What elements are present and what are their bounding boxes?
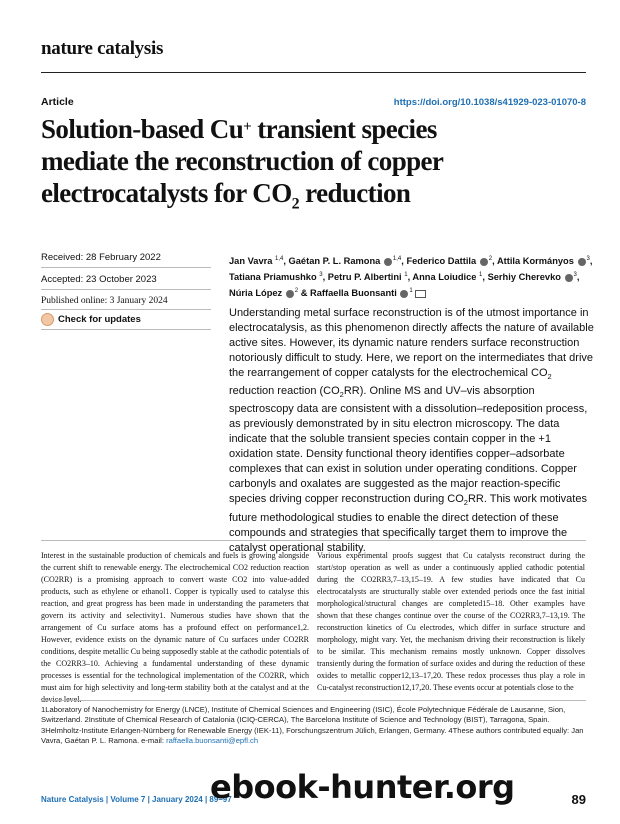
author-affiliation-sup: 3 <box>586 256 590 262</box>
author-affiliation-sup: 1,4 <box>392 256 402 262</box>
author-affiliation-sup: 2 <box>294 288 299 295</box>
orcid-icon[interactable] <box>286 290 294 298</box>
check-updates-label: Check for updates <box>58 314 141 325</box>
affiliations <box>41 705 591 746</box>
author[interactable] <box>229 256 283 266</box>
doi-link[interactable]: https://doi.org/10.1038/s41929-023-01070-8 <box>393 97 586 108</box>
meta-divider <box>41 329 211 330</box>
author-name: Federico Dattila <box>406 256 479 267</box>
author-affiliation-sup: 3 <box>319 272 323 279</box>
footer-citation: Nature Catalysis | Volume 7 | January 2024 | 89–97 <box>41 795 232 804</box>
affiliations-text: 1Laboratory of Nanochemistry for Energy (LNCE), Institute of Chemical Sciences and Engineering (ISIC), École Polytechnique Fédérale de Lausanne, Sion, Switzerland. 2Institute of Chemical Research of Catalonia (ICIQ-CERCA), The Barcelona Institute of Science and Technology (BIST), Tarragona, Spain. 3Helmholtz-Institute Erlangen-Nürnberg for Renewable Energy (IEK-11), Forschungszentrum Jülich, Erlangen, Germany. 4These authors contributed equally: Jan Vavra, Gaétan P. L. Ramona. e-mail: <box>41 705 584 745</box>
journal-logo: nature catalysis <box>41 38 164 59</box>
author-affiliation-sup: 1 <box>409 288 413 295</box>
check-updates-icon <box>41 313 54 326</box>
meta-divider <box>41 289 211 290</box>
body-column-left: Interest in the sustainable production of chemicals and fuels is growing alongside the current shift to renewable energy. The electrochemical CO2 reduction reaction (CO2RR) is a promising approach to convert waste CO2 into value-added products, such as ethylene or ethanol1. Copper is typically used to catalyse this reaction, and great progress has been made in understanding the parameters that govern its activity and selectivity1. Numerous studies have shown that the arrangement of Cu surface atoms has a profound effect on performance1,2. However, evidence exists on the dynamic nature of Cu surfaces under CO2RR conditions, despite metallic Cu being supposedly stable at the cathodic potentials of the CO2RR3–10. Achieving a fundamental understanding of these dynamic processes is essential for the technological implementation of the CO2RR, which must aim for high selectivity and long-term stability both at the catalyst and at the <box>41 551 309 692</box>
abstract-text-4: RR. This work motivates future methodological studies to enable the direct detection of these compounds and strategies that specifically target them to improve the catalyst operational stability. <box>229 493 587 554</box>
author-name: Núria López <box>229 288 285 299</box>
orcid-icon[interactable] <box>400 290 408 298</box>
orcid-icon[interactable] <box>565 274 573 282</box>
section-divider <box>41 540 586 541</box>
abstract-sub-3: 2 <box>463 498 468 508</box>
meta-divider <box>41 267 211 268</box>
paper-title <box>41 113 601 220</box>
orcid-icon[interactable] <box>384 258 392 266</box>
author[interactable] <box>497 256 590 266</box>
abstract-sub-1: 2 <box>547 372 552 382</box>
author[interactable] <box>488 272 577 282</box>
title-line1-sup: + <box>243 119 252 135</box>
author-affiliation-sup: 1 <box>479 272 483 279</box>
watermark: ebook-hunter.org <box>210 768 515 806</box>
author[interactable] <box>406 256 492 266</box>
title-line3-sub: 2 <box>291 195 300 213</box>
author[interactable] <box>229 288 298 298</box>
author-affiliation-sup: 1 <box>404 272 408 279</box>
author[interactable] <box>289 256 402 266</box>
corresponding-email-link[interactable]: raffaella.buonsanti@epfl.ch <box>166 735 259 745</box>
author[interactable] <box>412 272 482 282</box>
author-name: Petru P. Albertini <box>327 272 405 283</box>
affiliations-divider <box>41 700 586 701</box>
author-affiliation-sup: 1,4 <box>275 256 284 262</box>
author-name: Jan Vavra <box>229 256 276 267</box>
body-column-right: Various experimental proofs suggest that Cu catalysts reconstruct during the start/stop operation as well as under a continuously applied cathodic potential during the CO2RR3,7–13,15–19. A few studies have indicated that Cu electrocatalysts are structurally stable over extended periods once the fast initial morphological/structural changes are completed15–18. Other examples have shown that these changes continue over the course of the CO2RR3,7–13,19. The reconstruction kinetics of Cu electrodes, which differ in surface structure and morphology, might vary. Yet, the mechanism driving their reconstruction is likely to be similar. This mechanism remains mostly unknown. Copper dissolves transiently during the formation of surface oxides and during the reduction of these oxides to metallic copper12,13–17,20. These redox processes thus play a role in Cu-catalyst reconstruction12,17,20. These events occur at potentials close to the <box>317 551 585 692</box>
author-name: Gaétan P. L. Ramona <box>288 256 383 267</box>
orcid-icon[interactable] <box>578 258 586 266</box>
published-date: Published online: 3 January 2024 <box>41 296 168 306</box>
author-affiliation-sup: 3 <box>573 272 577 279</box>
author-affiliation-sup: 2 <box>488 256 493 262</box>
author[interactable] <box>229 272 323 282</box>
abstract-sub-2: 2 <box>339 390 344 400</box>
accepted-date: Accepted: 23 October 2023 <box>41 274 157 285</box>
author-name: Tatiana Priamushko <box>229 272 320 283</box>
author-prefix: & <box>300 288 311 299</box>
author[interactable] <box>301 288 426 298</box>
abstract <box>229 306 594 556</box>
title-line2: mediate the reconstruction of copper <box>41 146 444 176</box>
author-name: Serhiy Cherevko <box>487 272 564 283</box>
header-rule <box>41 72 586 73</box>
received-date: Received: 28 February 2022 <box>41 252 161 263</box>
author-list: Jan Vavra $^{1,4}$, Gaétan P. L. Ramona $^{1,4}$, Federico Dattila $^2$, Attila Kormányos $^3$, Tatiana Priamushko $^3$, Petru P. Albertini $^1$, Anna Loiudice $^1$, Serhiy Cherevko $^3$, Núria López $^2$ & Raffaella Buonsanti $^1$ <box>229 256 593 299</box>
author-name: Anna Loiudice <box>412 272 480 283</box>
author-name: Attila Kormányos <box>496 256 577 267</box>
article-type: Article <box>41 96 74 108</box>
email-icon[interactable] <box>415 290 426 298</box>
title-line3-a: electrocatalysts for CO <box>41 178 292 208</box>
page-number: 89 <box>571 792 586 807</box>
title-line1-b: transient species <box>251 114 437 144</box>
orcid-icon[interactable] <box>480 258 488 266</box>
check-updates-button[interactable] <box>41 313 141 326</box>
abstract-text-1: Understanding metal surface reconstruction is of the utmost importance in electrocatalysis, as this phenomenon directly affects the nature of available active sites. However, its dynamic nature renders surface reconstruction notoriously difficult to study. Here, we report on the intermediates that drive the rearrangement of copper catalysts for the electrochemical CO <box>229 307 594 379</box>
meta-divider <box>41 309 211 310</box>
title-line3-b: reduction <box>299 178 411 208</box>
abstract-text-3: RR). Online MS and UV–vis absorption spectroscopy data are consistent with a dissolution–redeposition process, as previously demonstrated by in situ electron microscopy. The data indicate that the soluble transient species contain copper in the +1 oxidation state. Density functional theory identifies copper–adsorbate complexes that can exist in solution under operating conditions. Copper carbonyls and oxalates are suggested as the major reaction-specific species driving copper reconstruction during CO <box>229 385 588 506</box>
abstract-text-2: reduction reaction (CO <box>229 385 340 398</box>
author-name: Raffaella Buonsanti <box>310 288 400 299</box>
author[interactable] <box>328 272 408 282</box>
title-line1-a: Solution-based Cu <box>41 114 244 144</box>
